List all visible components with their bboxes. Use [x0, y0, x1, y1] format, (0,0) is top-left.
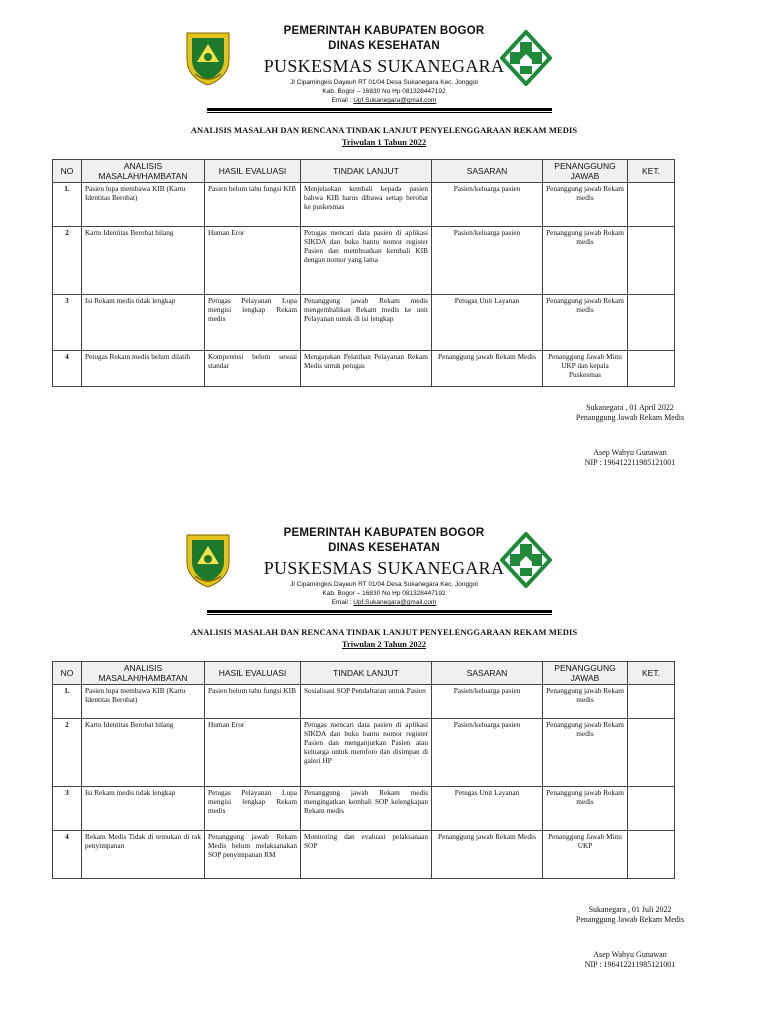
cell-no: 4: [53, 351, 82, 387]
table-row: [53, 183, 675, 227]
header-address-line: Jl Cipamingkis Dayeuh RT 01/04 Desa Sukanegara Kec. Jonggol: [290, 79, 478, 86]
column-header-pj: PENANGGUNG JAWAB: [543, 662, 628, 685]
cell-hasil: Petugas Pelayanan Lupa mengisi lengkap Rekam medis: [205, 787, 301, 831]
analysis-table: [52, 661, 675, 879]
cell-analisis: Kartu Identitas Berobat hilang: [82, 227, 205, 295]
analysis-table: [52, 159, 675, 387]
cell-hasil: Kompetensi belum sesuai standar: [205, 351, 301, 387]
column-header-hasil: HASIL EVALUASI: [205, 160, 301, 183]
column-header-analisis: ANALISIS MASALAH/HAMBATAN: [82, 160, 205, 183]
table-row: [53, 787, 675, 831]
cell-hasil: Human Eror: [205, 719, 301, 787]
header-government-line: PEMERINTAH KABUPATEN BOGOR: [283, 25, 485, 37]
report-title: ANALISIS MASALAH DAN RENCANA TINDAK LANJUT PENYELENGGARAAN REKAM MEDIS: [190, 627, 578, 637]
cell-analisis: Rekam Medis Tidak di temukan di rak penyimpanan: [82, 831, 205, 879]
email-label: Email :: [331, 97, 354, 104]
cell-no: 2: [53, 719, 82, 787]
cell-analisis: Isi Rekam medis tidak lengkap: [82, 787, 205, 831]
header-city-phone-line: Kab. Bogor – 16830 No Hp 081328447192: [322, 88, 446, 95]
email-label: Email :: [331, 599, 354, 606]
cell-sasaran: Pasien/keluarga pasien: [432, 719, 543, 787]
table-row: [53, 227, 675, 295]
header-divider-thin: [207, 614, 552, 615]
cell-sasaran: Petugas Unit Layanan: [432, 787, 543, 831]
column-header-tindak: TINDAK LANJUT: [301, 160, 432, 183]
signature-nip: NIP : 196412211985121001: [584, 458, 676, 467]
email-link[interactable]: Upf.Sukanegara@gmail.com: [353, 97, 437, 104]
cell-pj: Penanggung Jawab Mutu UKP dan kepala Puskesmas: [543, 351, 628, 387]
signature-role: Penanggung Jawab Rekam Medis: [575, 915, 685, 924]
signature-name: Asep Wahyu Gunawan: [593, 448, 667, 457]
cell-analisis: Petugas Rekam medis belum dilatih: [82, 351, 205, 387]
column-header-sasaran: SASARAN: [432, 160, 543, 183]
cell-pj: Penanggung jawab Rekam medis: [543, 183, 628, 227]
cell-hasil: Human Eror: [205, 227, 301, 295]
table-row: [53, 831, 675, 879]
column-header-ket: KET.: [628, 160, 675, 183]
cell-hasil: Petugas Pelayanan Lupa mengisi lengkap Rekam medis: [205, 295, 301, 351]
header-divider-thin: [207, 112, 552, 113]
cell-no: 2: [53, 227, 82, 295]
report-section-1: [0, 0, 768, 500]
cell-ket: [628, 183, 675, 227]
header-government-line: PEMERINTAH KABUPATEN BOGOR: [283, 527, 485, 539]
header-address-line: Jl Cipamingkis Dayeuh RT 01/04 Desa Sukanegara Kec. Jonggol: [290, 581, 478, 588]
header-department-line: DINAS KESEHATAN: [328, 40, 440, 52]
header-city-phone-line: Kab. Bogor – 16830 No Hp 081328447192: [322, 590, 446, 597]
report-section-2: [0, 502, 768, 1024]
cell-no: 4: [53, 831, 82, 879]
cell-ket: [628, 831, 675, 879]
cell-tindak: Penanggung jawab Rekam medis mengembalikan Rekam medis ke unit Pelayanan untuk di isi lengkap: [301, 295, 432, 351]
cell-tindak: Petugas mencari data pasien di aplikasi SIKDA dan buku bantu nomor register Pasien dan menganjurkan Pasien atau keluarga untuk memfoto dan disimpan di galeri HP: [301, 719, 432, 787]
cell-pj: Penanggung jawab Rekam medis: [543, 719, 628, 787]
report-title: ANALISIS MASALAH DAN RENCANA TINDAK LANJUT PENYELENGGARAAN REKAM MEDIS: [190, 125, 578, 135]
cell-sasaran: Petugas Unit Layanan: [432, 295, 543, 351]
cell-sasaran: Penanggung jawab Rekam Medis: [432, 351, 543, 387]
cell-hasil: Pasien belum tahu fungsi KIB: [205, 183, 301, 227]
cell-pj: Penanggung Jawab Mutu UKP: [543, 831, 628, 879]
cell-ket: [628, 787, 675, 831]
header-puskesmas-name: PUSKESMAS SUKANEGARA: [263, 558, 505, 578]
signature-name: Asep Wahyu Gunawan: [593, 950, 667, 959]
cell-analisis: Pasien lupa membawa KIB (Kartu Identitas Berobat): [82, 685, 205, 719]
cell-ket: [628, 351, 675, 387]
column-header-analisis: ANALISIS MASALAH/HAMBATAN: [82, 662, 205, 685]
cell-analisis: Isi Rekam medis tidak lengkap: [82, 295, 205, 351]
header-department-line: DINAS KESEHATAN: [328, 542, 440, 554]
column-header-tindak: TINDAK LANJUT: [301, 662, 432, 685]
table-row: [53, 685, 675, 719]
header-divider: [207, 610, 552, 613]
cell-tindak: Petugas mencari data pasien di aplikasi SIKDA dan buku bantu nomor register Pasien dan membuatkan kembali KIB dengan nomor yang lama: [301, 227, 432, 295]
signature-nip: NIP : 196412211985121001: [584, 960, 676, 969]
column-header-ket: KET.: [628, 662, 675, 685]
cell-tindak: Monitoring dan evaluasi pelaksanaan SOP: [301, 831, 432, 879]
cell-sasaran: Pasien/keluarga pasien: [432, 685, 543, 719]
column-header-no: NO: [53, 662, 82, 685]
cell-no: 3: [53, 787, 82, 831]
header-divider: [207, 108, 552, 111]
table-header-row: [53, 160, 675, 183]
table-header-row: [53, 662, 675, 685]
column-header-pj: PENANGGUNG JAWAB: [543, 160, 628, 183]
header-puskesmas-name: PUSKESMAS SUKANEGARA: [263, 56, 505, 76]
cell-sasaran: Pasien/keluarga pasien: [432, 227, 543, 295]
cell-ket: [628, 685, 675, 719]
cell-hasil: Pasien belum tahu fungsi KIB: [205, 685, 301, 719]
cell-analisis: Pasien lupa membawa KIB (Kartu Identitas Berobat): [82, 183, 205, 227]
cell-tindak: Mengajukan Pelatihan Pelayanan Rekam Medis untuk petugas: [301, 351, 432, 387]
cell-ket: [628, 227, 675, 295]
cell-pj: Penanggung jawab Rekam medis: [543, 685, 628, 719]
cell-tindak: Menjelaskan kembali kepada pasien bahwa KIB harus dibawa setiap berobat ke puskesmas: [301, 183, 432, 227]
cell-no: 1.: [53, 183, 82, 227]
cell-analisis: Kartu Identitas Berobat hilang: [82, 719, 205, 787]
table-row: [53, 295, 675, 351]
signature-role: Penanggung Jawab Rekam Medis: [575, 413, 685, 422]
column-header-hasil: HASIL EVALUASI: [205, 662, 301, 685]
cell-no: 1.: [53, 685, 82, 719]
column-header-sasaran: SASARAN: [432, 662, 543, 685]
report-period: Triwulan 2 Tahun 2022: [341, 639, 427, 649]
cell-sasaran: Pasien/keluarga pasien: [432, 183, 543, 227]
cell-ket: [628, 295, 675, 351]
cell-tindak: Penanggung jawab Rekam medis mengingatkan kembali SOP kelengkapan Rekam medis: [301, 787, 432, 831]
cell-ket: [628, 719, 675, 787]
cell-pj: Penanggung jawab Rekam medis: [543, 295, 628, 351]
cell-sasaran: Penanggung jawab Rekam Medis: [432, 831, 543, 879]
report-period: Triwulan 1 Tahun 2022: [341, 137, 427, 147]
table-row: [53, 351, 675, 387]
table-row: [53, 719, 675, 787]
cell-tindak: Sosialisasi SOP Pendaftaran untuk Pasien: [301, 685, 432, 719]
cell-pj: Penanggung jawab Rekam medis: [543, 227, 628, 295]
signature-place-date: Sukanegara , 01 Juli 2022: [588, 905, 672, 914]
signature-place-date: Sukanegara , 01 April 2022: [586, 403, 674, 412]
email-link[interactable]: Upf.Sukanegara@gmail.com: [353, 599, 437, 606]
header-email-line: [0, 96, 768, 105]
column-header-no: NO: [53, 160, 82, 183]
cell-hasil: Penanggung jawab Rekam Medis belum melaksanakan SOP penyimpanan RM: [205, 831, 301, 879]
cell-pj: Penanggung jawab Rekam medis: [543, 787, 628, 831]
header-email-line: [0, 598, 768, 607]
cell-no: 3: [53, 295, 82, 351]
